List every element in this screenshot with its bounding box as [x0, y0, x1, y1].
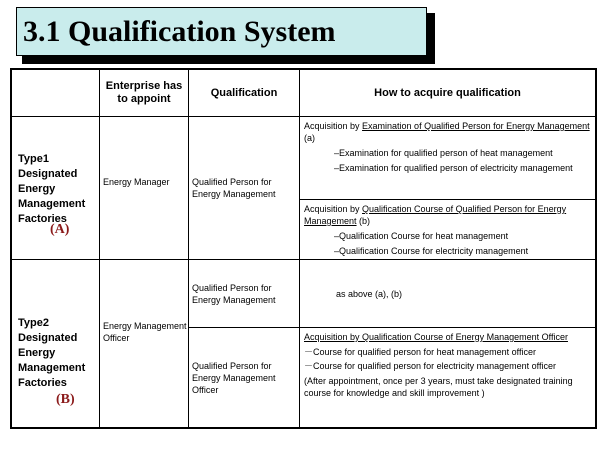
method-2-note: (After appointment, once per 3 years, must take designated training course for knowledge and skill improvement ): [304, 376, 573, 398]
method-a-heading: [304, 120, 594, 144]
header-enterprise: Enterprise has to appoint: [105, 80, 183, 105]
page-title: 3.1 Qualification System: [23, 14, 336, 48]
type2-qualification-1: Qualified Person for Energy Management: [192, 283, 276, 305]
row-divider-header: [12, 116, 595, 117]
type2-label: Type2 Designated Energy Management Factories: [18, 317, 86, 389]
row-divider-qual: [188, 327, 595, 328]
type1-qualification: Qualified Person for Energy Management: [192, 177, 276, 199]
method-a-suffix: (a): [304, 133, 315, 143]
type2-appointee: Energy Management Officer: [103, 321, 187, 343]
title-box: [16, 7, 427, 56]
method-a-item: –Examination for qualified person of electricity management: [334, 163, 573, 173]
method-b-item: –Qualification Course for heat management: [334, 231, 509, 241]
method-2-item: －Course for qualified person for heat management officer: [304, 347, 536, 357]
method-b-heading: [304, 203, 594, 227]
col-divider-1: [99, 70, 100, 427]
method-a-item: –Examination for qualified person of heat management: [334, 148, 553, 158]
type1-appointee: Energy Manager: [103, 177, 170, 187]
type1-method-b: [304, 203, 594, 257]
method-b-link: Qualification Course of Qualified Person for Energy Management: [304, 204, 567, 226]
method-a-link: Examination of Qualified Person for Energy Management: [362, 121, 590, 131]
method-a-prefix: Acquisition by: [304, 121, 363, 131]
method-2-heading: Acquisition by Qualification Course of Energy Management Officer: [304, 332, 568, 342]
type1-letter: (A): [50, 222, 70, 237]
header-how-to-acquire: How to acquire qualification: [374, 86, 521, 99]
type2-letter: (B): [56, 392, 75, 407]
method-b-item: –Qualification Course for electricity management: [334, 246, 529, 256]
header-qualification: Qualification: [210, 86, 278, 99]
type2-method-1: as above (a), (b): [336, 289, 403, 299]
method-b-prefix: Acquisition by: [304, 204, 363, 214]
col-divider-2: [188, 70, 189, 427]
type2-qualification-2: Qualified Person for Energy Management Officer: [192, 361, 276, 395]
method-b-suffix: (b): [356, 216, 371, 226]
row-divider-type: [12, 259, 595, 260]
col-divider-3: [299, 70, 300, 427]
type1-method-a: [304, 120, 594, 174]
qualification-table: [10, 68, 597, 429]
method-2-item: －Course for qualified person for electricity management officer: [304, 361, 556, 371]
type2-method-2: [304, 331, 594, 399]
type1-label: Type1 Designated Energy Management Factories: [18, 153, 86, 225]
row-divider-method: [299, 199, 595, 200]
